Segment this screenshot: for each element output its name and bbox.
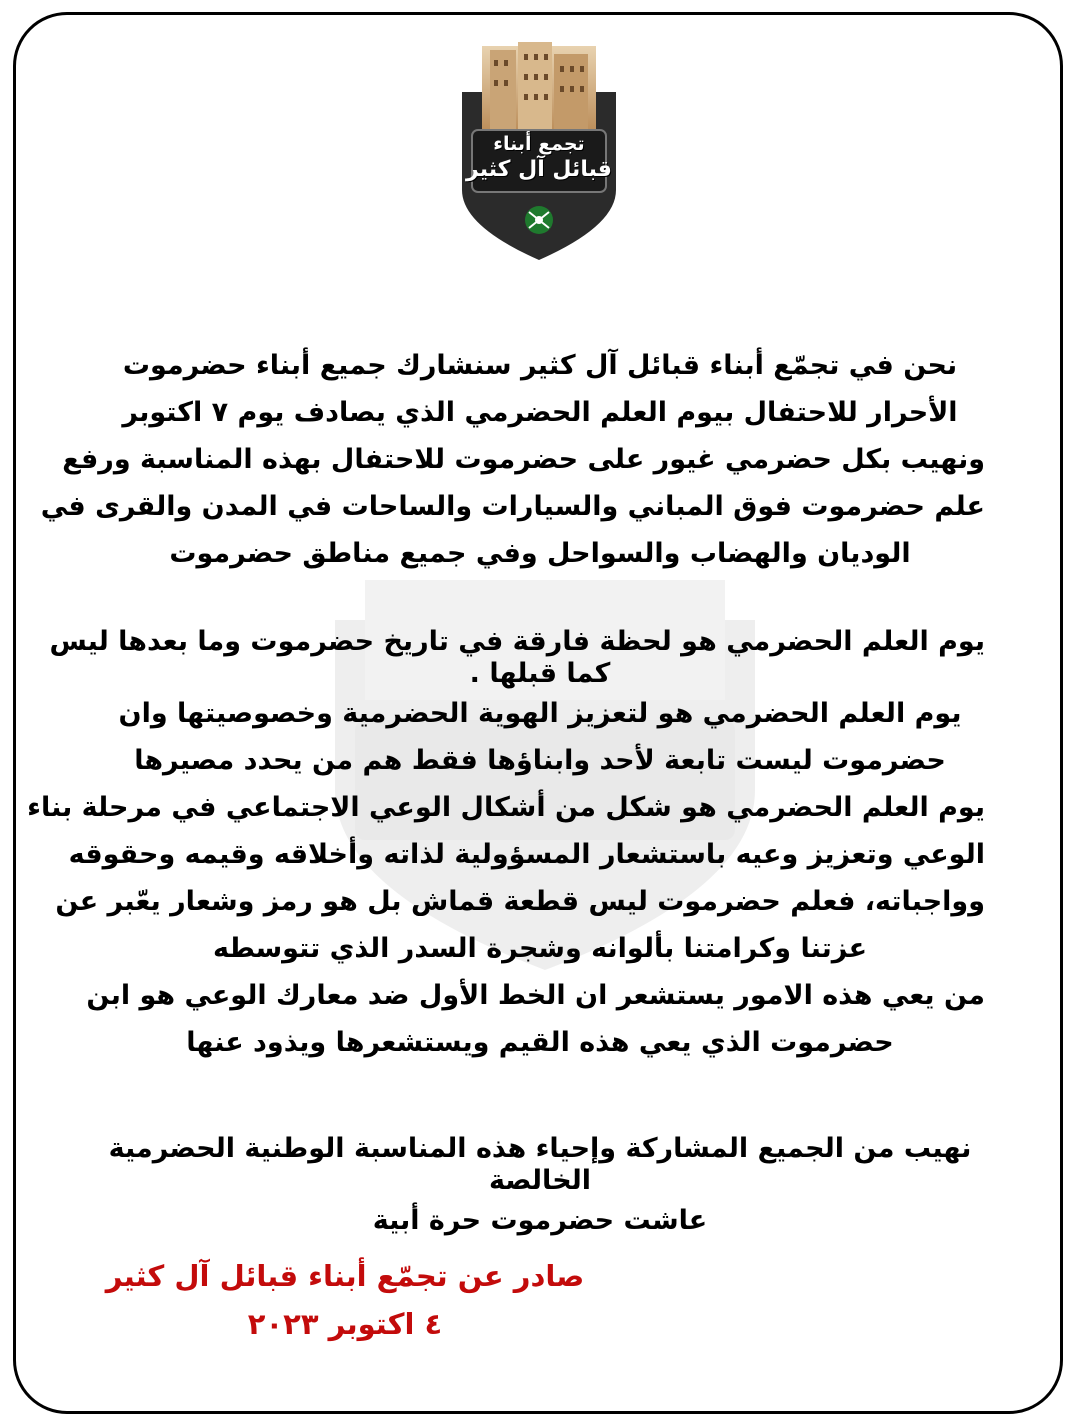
text-line: الأحرار للاحتفال بيوم العلم الحضرمي الذي يصادف يوم ٧ اكتوبر xyxy=(122,397,958,428)
text-line: نهيب من الجميع المشاركة وإحياء هذه المناسبة الوطنية الحضرمية xyxy=(108,1133,972,1164)
text-line: ونهيب بكل حضرمي غيور على حضرموت للاحتفال بهذه المناسبة ورفع xyxy=(62,444,985,475)
logo-title-line1: تجمع أبناء xyxy=(493,133,585,155)
text-line: الخالصة xyxy=(488,1165,592,1196)
announcement-paragraph-3 xyxy=(95,1133,985,1244)
text-line: نحن في تجمّع أبناء قبائل آل كثير سنشارك جميع أبناء حضرموت xyxy=(122,350,958,381)
text-line: يوم العلم الحضرمي هو لتعزيز الهوية الحضرمية وخصوصيتها وان xyxy=(118,698,962,729)
issuer-name: صادر عن تجمّع أبناء قبائل آل كثير xyxy=(105,1259,585,1293)
closing-slogan: عاشت حضرموت حرة أبية xyxy=(372,1205,708,1236)
announcement-paragraph-2 xyxy=(27,626,985,1066)
text-line: وواجباته، فعلم حضرموت ليس قطعة قماش بل هو رمز وشعار يعّبر عن xyxy=(55,886,985,917)
text-line: الوديان والهضاب والسواحل وفي جميع مناطق حضرموت xyxy=(169,538,911,569)
text-line: حضرموت الذي يعي هذه القيم ويستشعرها ويذود عنها xyxy=(186,1027,894,1058)
text-line: كما قبلها . xyxy=(469,658,611,689)
text-line: عزتنا وكرامتنا بألوانه وشجرة السدر الذي تتوسطه xyxy=(212,933,868,964)
logo-title-line2: قبائل آل كثير xyxy=(466,157,612,182)
text-line: يوم العلم الحضرمي هو لحظة فارقة في تاريخ حضرموت وما بعدها ليس xyxy=(49,626,985,657)
text-line: من يعي هذه الامور يستشعر ان الخط الأول ضد معارك الوعي هو ابن xyxy=(86,980,985,1011)
text-line: حضرموت ليست تابعة لأحد وابناؤها فقط هم من يحدد مصيرها xyxy=(134,745,946,776)
text-line: الوعي وتعزيز وعيه باستشعار المسؤولية لذاته وأخلاقه وقيمه وحقوقه xyxy=(68,839,985,870)
text-line: علم حضرموت فوق المباني والسيارات والساحات في المدن والقرى في xyxy=(40,491,985,522)
text-line: يوم العلم الحضرمي هو شكل من أشكال الوعي الاجتماعي في مرحلة بناء xyxy=(27,792,985,823)
announcement-paragraph-1 xyxy=(40,342,985,577)
issue-date: ٤ اكتوبر ٢٠٢٣ xyxy=(247,1307,443,1341)
issuer-signature xyxy=(95,1252,595,1348)
